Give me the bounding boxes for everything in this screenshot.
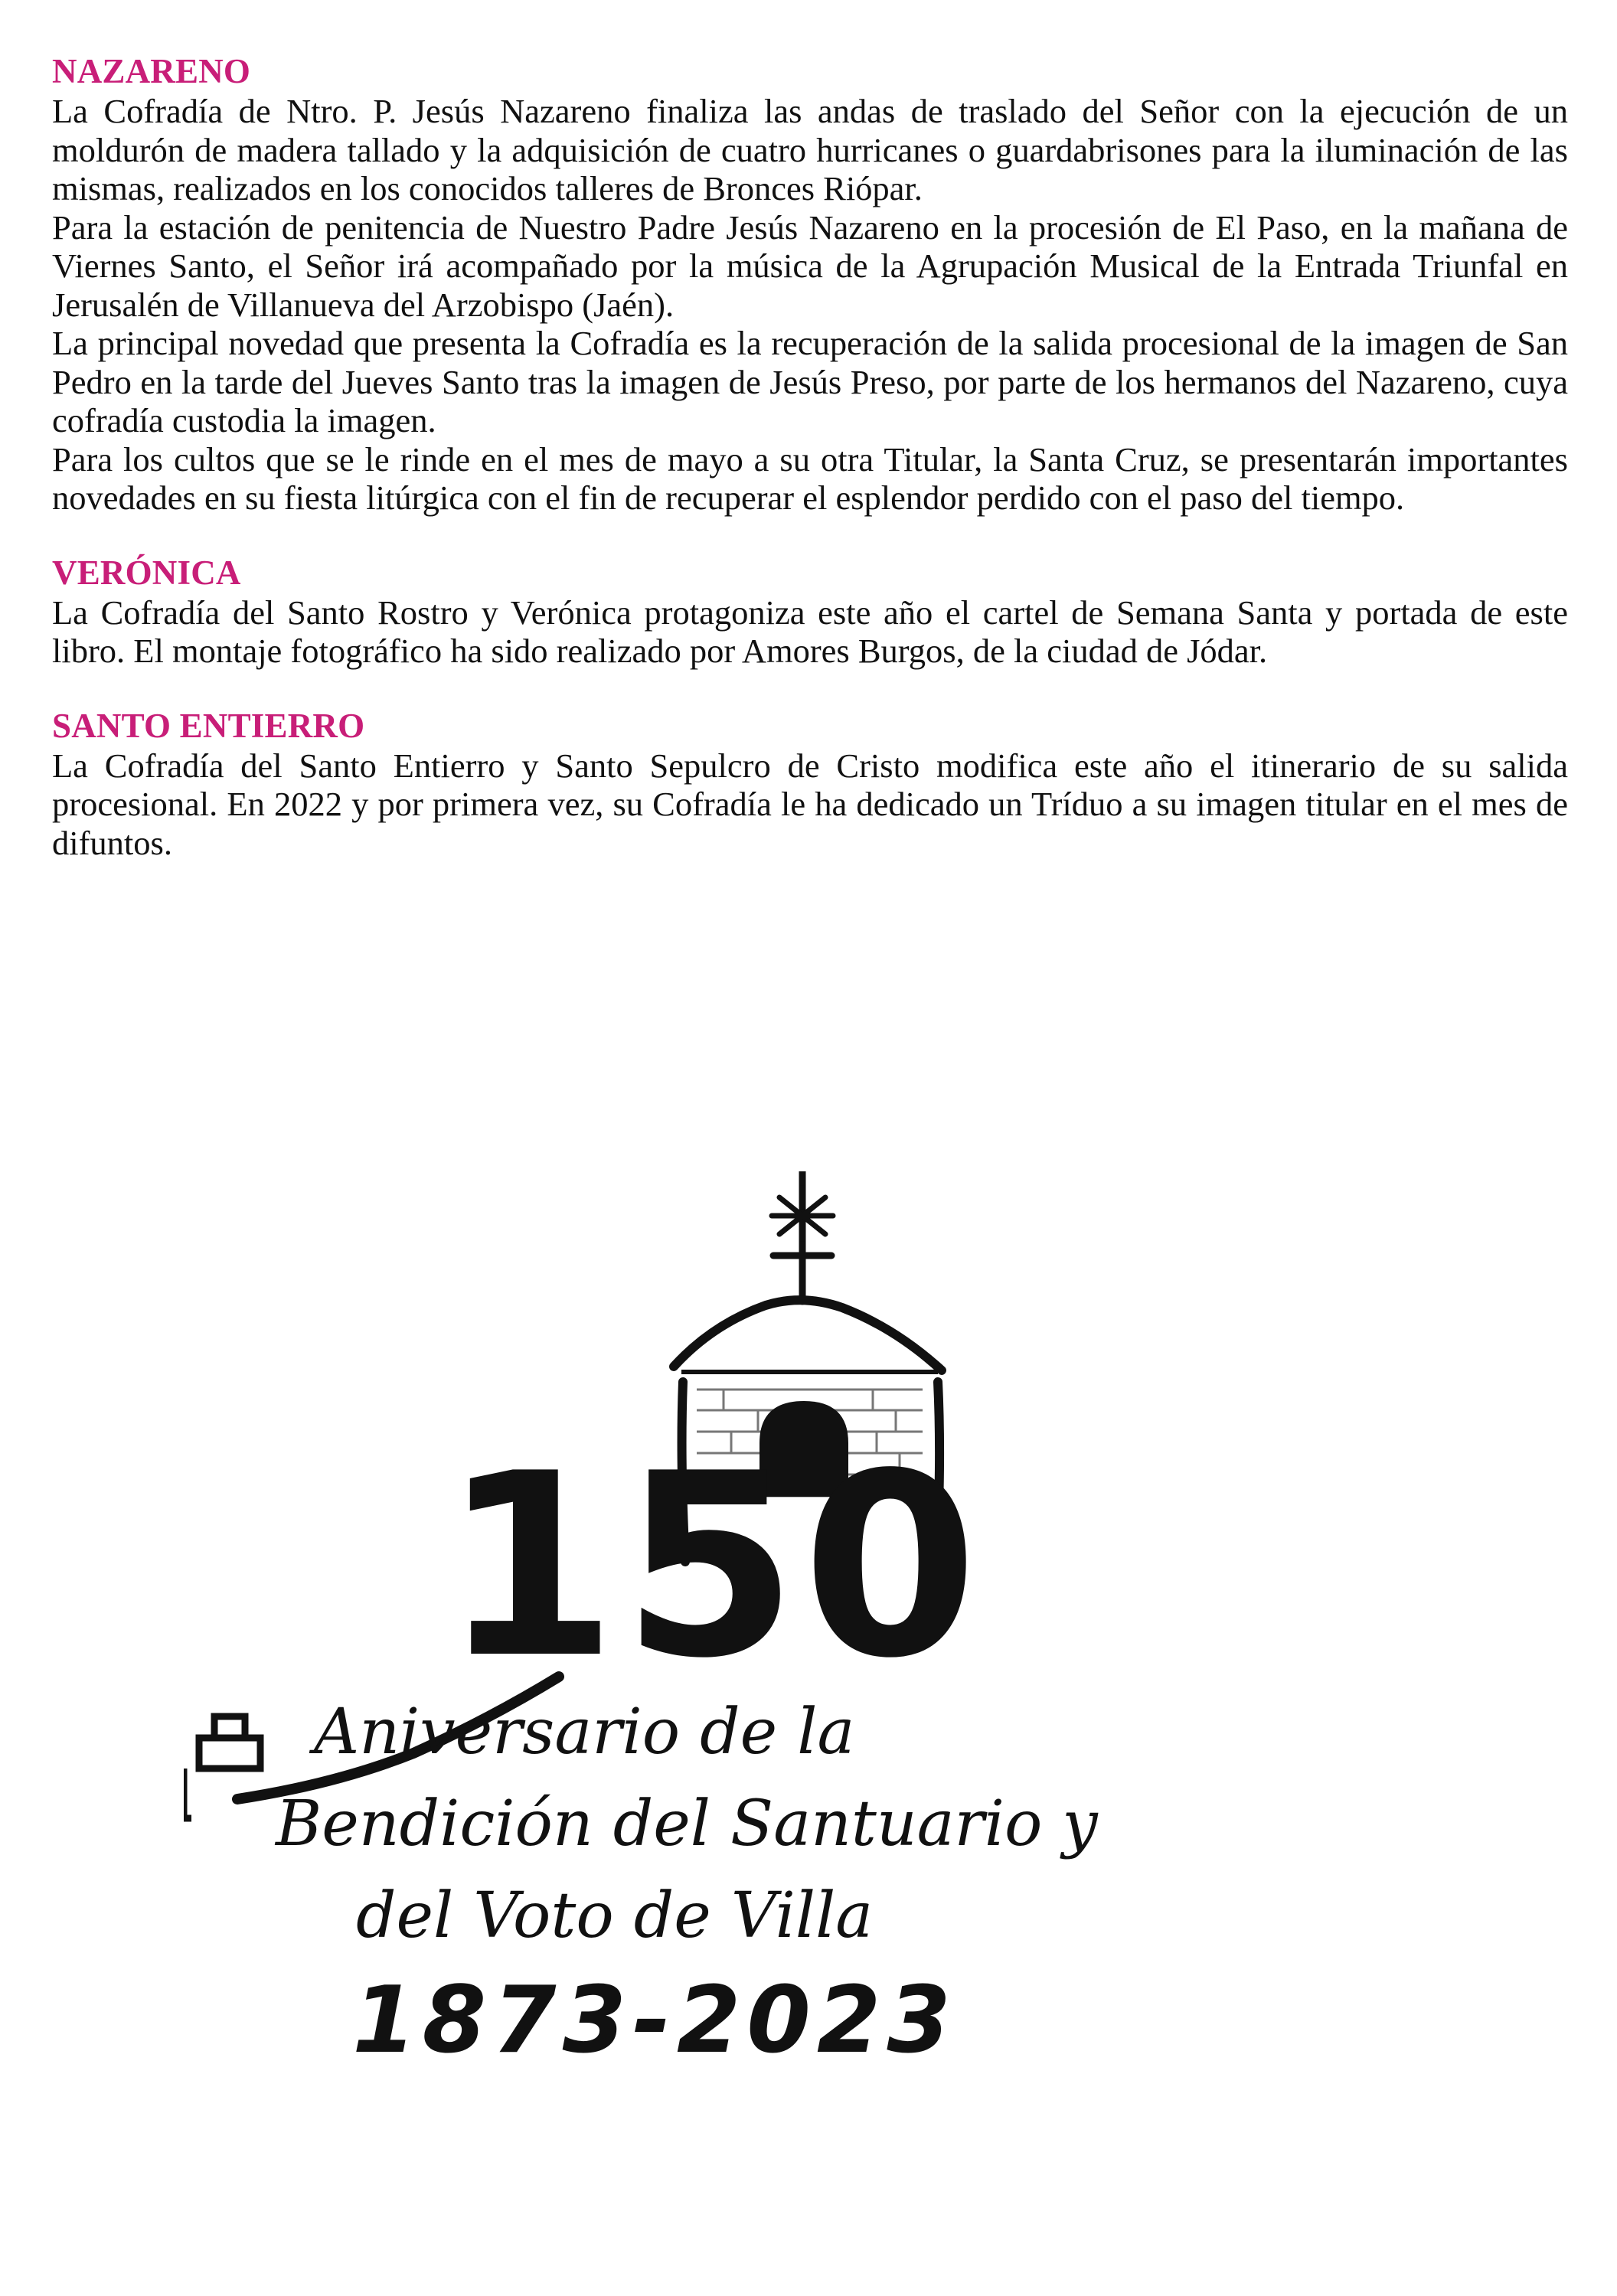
paragraph: Para la estación de penitencia de Nuestro Padre Jesús Nazareno en la procesión de El Paso, en la mañana de Viernes Santo, el Señor irá acompañado por la música de la Agrupación Musical de la Entrada Triunfal en Jerusalén de Villanueva del Arzobispo (Jaén).: [52, 207, 1568, 324]
number-150-text: 150: [441, 1419, 983, 1713]
section-title: NAZARENO: [52, 52, 251, 90]
logo-years: 1873-2023: [352, 1968, 957, 2074]
logo-line-1: Aniversario de la: [314, 1696, 855, 1769]
paragraph: La Cofradía del Santo Entierro y Santo Sepulcro de Cristo modifica este año el itinerario de su salida procesional. En 2022 y por primera vez, su Cofradía le ha dedicado un Tríduo a su imagen titular en el mes de difuntos.: [52, 746, 1568, 862]
logo-line-3: del Voto de Villa: [356, 1880, 874, 1952]
paragraph: La Cofradía de Ntro. P. Jesús Nazareno finaliza las andas de traslado del Señor con la ejecución de un moldurón de madera tallado y la adquisición de cuatro hurricanes o guardabrisones para la iluminación de las mismas, realizados en los conocidos talleres de Bronces Riópar.: [52, 92, 1568, 207]
cross-star-icon: [772, 1171, 833, 1302]
number-150: [442, 1419, 983, 1713]
anniversary-logo-graphic: [184, 1171, 1485, 2243]
paragraph: Para los cultos que se le rinde en el mes de mayo a su otra Titular, la Santa Cruz, se presentarán importantes novedades en su fiesta litúrgica con el fin de recuperar el esplendor perdido con el paso del tiempo.: [52, 439, 1568, 517]
paragraph: La Cofradía del Santo Rostro y Verónica protagoniza este año el cartel de Semana Santa y portada de este libro. El montaje fotográfico ha sido realizado por Amores Burgos, de la ciudad de Jódar.: [52, 593, 1568, 670]
article: [52, 51, 1568, 897]
section-veronica: [52, 552, 1568, 671]
section-title: VERÓNICA: [52, 553, 241, 592]
logo-line-2: Bendición del Santuario y: [276, 1788, 1098, 1860]
section-title: SANTO ENTIERRO: [52, 706, 365, 745]
section-nazareno: [52, 51, 1568, 518]
anniversary-logo: [184, 1171, 1485, 2243]
tower-icon: [184, 1716, 260, 1818]
paragraph: La principal novedad que presenta la Cofradía es la recuperación de la salida procesional de la imagen de San Pedro en la tarde del Jueves Santo tras la imagen de Jesús Preso, por parte de los hermanos del Nazareno, cuya cofradía custodia la imagen.: [52, 324, 1568, 439]
section-santo-entierro: [52, 705, 1568, 863]
